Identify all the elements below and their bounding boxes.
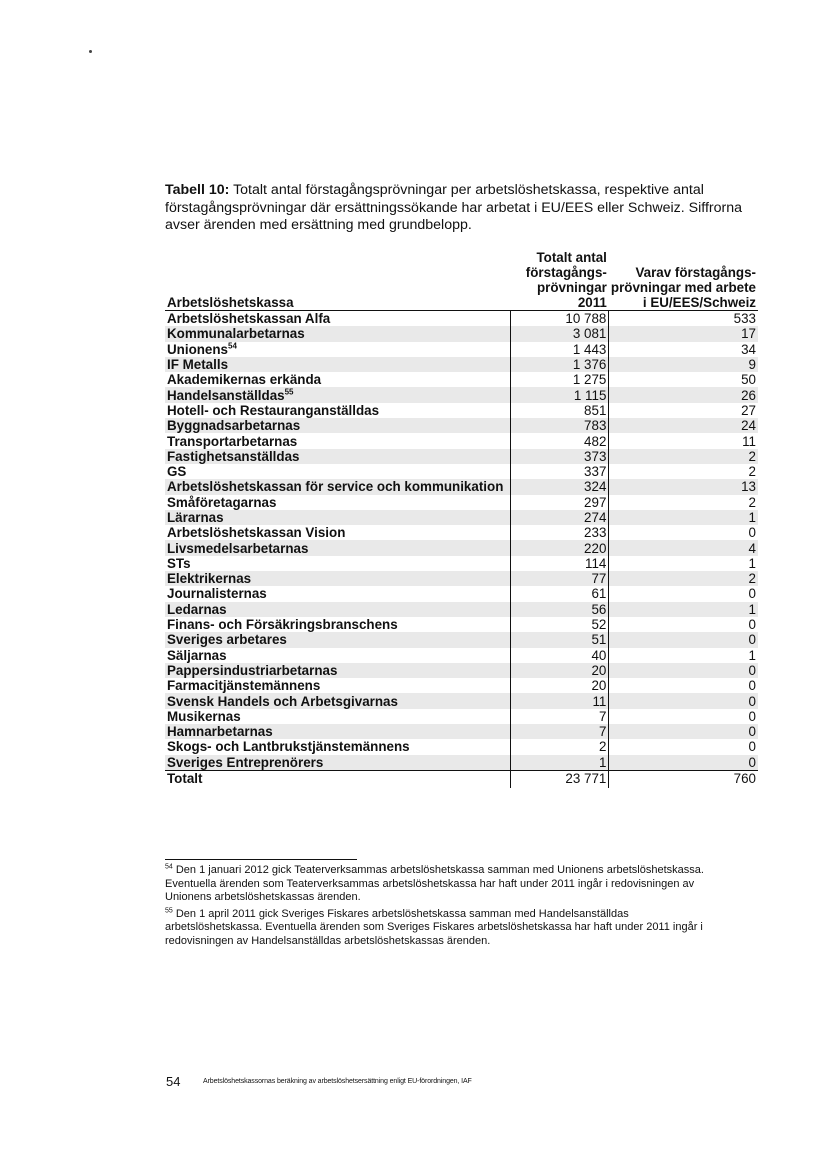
table-header-row [165, 250, 758, 311]
fund-name: Kommunalarbetarnas [167, 326, 305, 342]
table-row [165, 403, 758, 418]
fund-name: Elektrikernas [167, 571, 252, 587]
fund-name-cell [165, 617, 510, 632]
table-row [165, 433, 758, 448]
fund-name-cell [165, 357, 510, 372]
table-row [165, 709, 758, 724]
total-cell: 337 [510, 464, 609, 479]
table-row [165, 632, 758, 647]
footnote-ref: 54 [228, 341, 237, 351]
total-cell: 77 [510, 571, 609, 586]
header-eu-line: i EU/EES/Schweiz [642, 295, 756, 310]
eu-cell: 0 [748, 617, 756, 633]
fund-name-cell [165, 602, 510, 617]
fund-name: IF Metalls [167, 357, 229, 373]
eu-cell: 0 [748, 525, 756, 541]
total-cell: 20 [510, 678, 609, 693]
footnote-marker: 54 [165, 863, 173, 871]
fund-name-cell [165, 693, 510, 708]
eu-cell: 1 [748, 647, 756, 663]
caption-text: Totalt antal förstagångsprövningar per arbetslöshetskassa, respektive antal förstagångsprövningar där ersättningssökande har arbetat i EU/EES eller Schweiz. Siffrorna avser ärenden med ersättning med grundbelopp. [165, 182, 743, 233]
table-row [165, 602, 758, 617]
total-cell: 783 [510, 418, 609, 433]
footnote-marker: 55 [165, 907, 173, 915]
eu-cell: 4 [609, 540, 758, 555]
fund-name: Farmacitjänstemännens [167, 678, 321, 694]
table-row [165, 540, 758, 555]
header-fund: Arbetslöshetskassa [165, 250, 510, 311]
eu-cell: 1 [748, 555, 756, 571]
total-cell: 297 [510, 495, 609, 510]
eu-cell: 0 [609, 632, 758, 647]
header-eu-line: prövningar med arbete [610, 280, 756, 295]
eu-cell: 0 [609, 724, 758, 739]
fund-name-cell [165, 403, 510, 418]
total-cell: 1 275 [510, 372, 609, 387]
table-row [165, 311, 758, 327]
total-cell: 40 [510, 648, 609, 663]
table-row [165, 449, 758, 464]
fund-name: Byggnadsarbetarnas [167, 418, 301, 434]
fund-name-cell [165, 739, 510, 754]
fund-name: Transportarbetarnas [167, 433, 298, 449]
fund-name-cell [165, 571, 510, 586]
fund-name: Journalisternas [167, 586, 267, 602]
table-row [165, 586, 758, 601]
total-cell: 274 [510, 510, 609, 525]
total-cell: 373 [510, 449, 609, 464]
total-cell: 324 [510, 479, 609, 494]
table-row [165, 464, 758, 479]
fund-name: Unionens [167, 341, 229, 357]
eu-cell: 2 [609, 449, 758, 464]
eu-cell: 2 [748, 464, 756, 480]
eu-cell: 0 [748, 678, 756, 694]
total-cell: 2 [510, 739, 609, 754]
fund-name: STs [167, 555, 191, 571]
header-total-line: 2011 [577, 295, 607, 310]
eu-cell: 0 [609, 663, 758, 678]
table-row [165, 648, 758, 663]
fund-name-cell [165, 433, 510, 448]
fund-name: Sveriges arbetares [167, 632, 287, 648]
table-row [165, 617, 758, 632]
eu-cell: 13 [609, 479, 758, 494]
total-cell: 20 [510, 663, 609, 678]
table-row [165, 479, 758, 494]
caption-label: Tabell 10: [165, 182, 230, 198]
total-cell: 7 [510, 709, 609, 724]
eu-cell: 1 [609, 602, 758, 617]
eu-cell: 50 [741, 372, 756, 388]
table-row [165, 387, 758, 402]
fund-name: Musikernas [167, 708, 241, 724]
fund-name-cell [165, 464, 510, 479]
eu-cell: 24 [609, 418, 758, 433]
total-cell: 1 443 [510, 342, 609, 357]
table-row [165, 372, 758, 387]
eu-cell: 0 [609, 755, 758, 771]
fund-name-cell [165, 326, 510, 341]
eu-cell: 2 [748, 494, 756, 510]
page-number: 54 [166, 1074, 181, 1089]
fund-name-cell [165, 678, 510, 693]
total-cell: 1 [510, 755, 609, 771]
table-row [165, 739, 758, 754]
header-eu [609, 250, 758, 311]
table-row [165, 556, 758, 571]
fund-name-cell [165, 311, 510, 327]
fund-name: Skogs- och Lantbrukstjänstemännens [167, 739, 410, 755]
eu-cell: 17 [609, 326, 758, 341]
footnote-text: Den 1 januari 2012 gick Teaterverksammas arbetslöshetskassa samman med Unionens arbetslöshetskassa. Eventuella ärenden som Teaterverksammas arbetslöshetskassa har haft under 2011 ingår i redovisningen av Unionens arbetslöshetskassas ärenden. [165, 864, 704, 904]
table-body [165, 311, 758, 771]
footnote-separator [165, 859, 357, 860]
fund-name: GS [167, 464, 187, 480]
table-row [165, 755, 758, 771]
fund-name-cell [165, 632, 510, 647]
fund-name-cell [165, 479, 510, 494]
total-cell: 851 [510, 403, 609, 418]
fund-name: Hamnarbetarnas [167, 724, 273, 740]
eu-cell: 26 [609, 387, 758, 402]
footnote-54 [165, 864, 705, 905]
table-row [165, 342, 758, 357]
fund-name-cell [165, 540, 510, 555]
total-cell: 1 115 [510, 387, 609, 402]
table-row [165, 724, 758, 739]
eu-cell: 9 [609, 357, 758, 372]
total-cell: 1 376 [510, 357, 609, 372]
table-row [165, 326, 758, 341]
fund-name-cell [165, 525, 510, 540]
fund-name: Fastighetsanställdas [167, 448, 300, 464]
table-row [165, 495, 758, 510]
fund-name: Lärarnas [167, 510, 224, 525]
fund-name-cell [165, 586, 510, 601]
total-row [165, 770, 758, 788]
table-row [165, 418, 758, 433]
fund-name: Småföretagarnas [167, 494, 277, 510]
footnote-ref: 55 [284, 387, 294, 397]
header-total [510, 250, 609, 311]
fund-name-cell [165, 648, 510, 663]
fund-name: Pappersindustriarbetarnas [167, 662, 338, 678]
eu-cell: 533 [609, 311, 758, 327]
total-cell: 7 [510, 724, 609, 739]
fund-name: Säljarnas [167, 647, 227, 663]
fund-name: Livsmedelsarbetarnas [167, 540, 309, 556]
total-label: Totalt [165, 770, 510, 788]
footnotes [165, 864, 705, 952]
eu-cell: 1 [609, 510, 758, 525]
fund-name-cell [165, 342, 510, 357]
eu-cell: 34 [741, 341, 756, 357]
total-cell: 233 [510, 525, 609, 540]
eu-cell: 2 [609, 571, 758, 586]
fund-name-cell [165, 495, 510, 510]
fund-name-cell [165, 372, 510, 387]
scan-speck [89, 50, 92, 53]
total-cell: 61 [510, 586, 609, 601]
total-cell: 3 081 [510, 326, 609, 341]
fund-name: Hotell- och Restauranganställdas [167, 402, 380, 418]
total-cell: 114 [510, 556, 609, 571]
table-row [165, 678, 758, 693]
eu-cell: 0 [609, 693, 758, 708]
header-total-line: prövningar [536, 280, 607, 295]
fund-name: Arbetslöshetskassan Vision [167, 525, 346, 541]
unemployment-fund-table [165, 250, 758, 788]
total-cell: 10 788 [510, 311, 609, 327]
total-cell: 220 [510, 540, 609, 555]
fund-name: Akademikernas erkända [167, 372, 322, 388]
table-row [165, 525, 758, 540]
header-eu-line: Varav förstagångs- [635, 265, 756, 280]
eu-cell: 11 [742, 433, 756, 449]
fund-name-cell [165, 724, 510, 739]
fund-name: Arbetslöshetskassan för service och kommunikation [167, 479, 504, 495]
fund-name-cell [165, 387, 510, 402]
fund-name: Ledarnas [167, 601, 227, 617]
footnote-55 [165, 908, 705, 949]
total-count: 23 771 [510, 770, 609, 788]
fund-name-cell [165, 709, 510, 724]
fund-name: Finans- och Försäkringsbranschens [167, 617, 398, 633]
fund-name-cell [165, 556, 510, 571]
running-title: Arbetslöshetskassornas beräkning av arbetslöshetsersättning enligt EU-förordningen, IAF [203, 1078, 472, 1085]
eu-cell: 0 [748, 586, 756, 602]
fund-name-cell [165, 663, 510, 678]
table-row [165, 510, 758, 525]
fund-name: Handelsanställdas [167, 387, 285, 403]
total-cell: 11 [510, 693, 609, 708]
fund-name: Svensk Handels och Arbetsgivarnas [167, 693, 398, 709]
eu-cell: 27 [741, 402, 756, 418]
header-total-line: förstagångs- [525, 265, 607, 280]
total-cell: 56 [510, 602, 609, 617]
fund-name: Sveriges Entreprenörers [167, 754, 324, 770]
header-total-line: Totalt antal [536, 250, 607, 265]
fund-name-cell [165, 449, 510, 464]
total-cell: 482 [510, 433, 609, 448]
total-cell: 51 [510, 632, 609, 647]
table-row [165, 663, 758, 678]
fund-name-cell [165, 510, 510, 525]
eu-cell: 0 [748, 708, 756, 724]
total-eu-count: 760 [609, 770, 758, 788]
table-row [165, 357, 758, 372]
table-caption [165, 182, 765, 235]
footnote-text: Den 1 april 2011 gick Sveriges Fiskares arbetslöshetskassa samman med Handelsanställdas arbetslöshetskassa. Eventuella ärenden som Sveriges Fiskares arbetslöshetskassa har haft under 2011 ingår i redovisningen av Handelsanställdas arbetslöshetskassas ärenden. [165, 907, 703, 947]
fund-name-cell [165, 755, 510, 771]
fund-name: Arbetslöshetskassan Alfa [167, 311, 331, 327]
fund-name-cell [165, 418, 510, 433]
table-row [165, 693, 758, 708]
table-row [165, 571, 758, 586]
eu-cell: 0 [748, 739, 756, 755]
total-cell: 52 [510, 617, 609, 632]
